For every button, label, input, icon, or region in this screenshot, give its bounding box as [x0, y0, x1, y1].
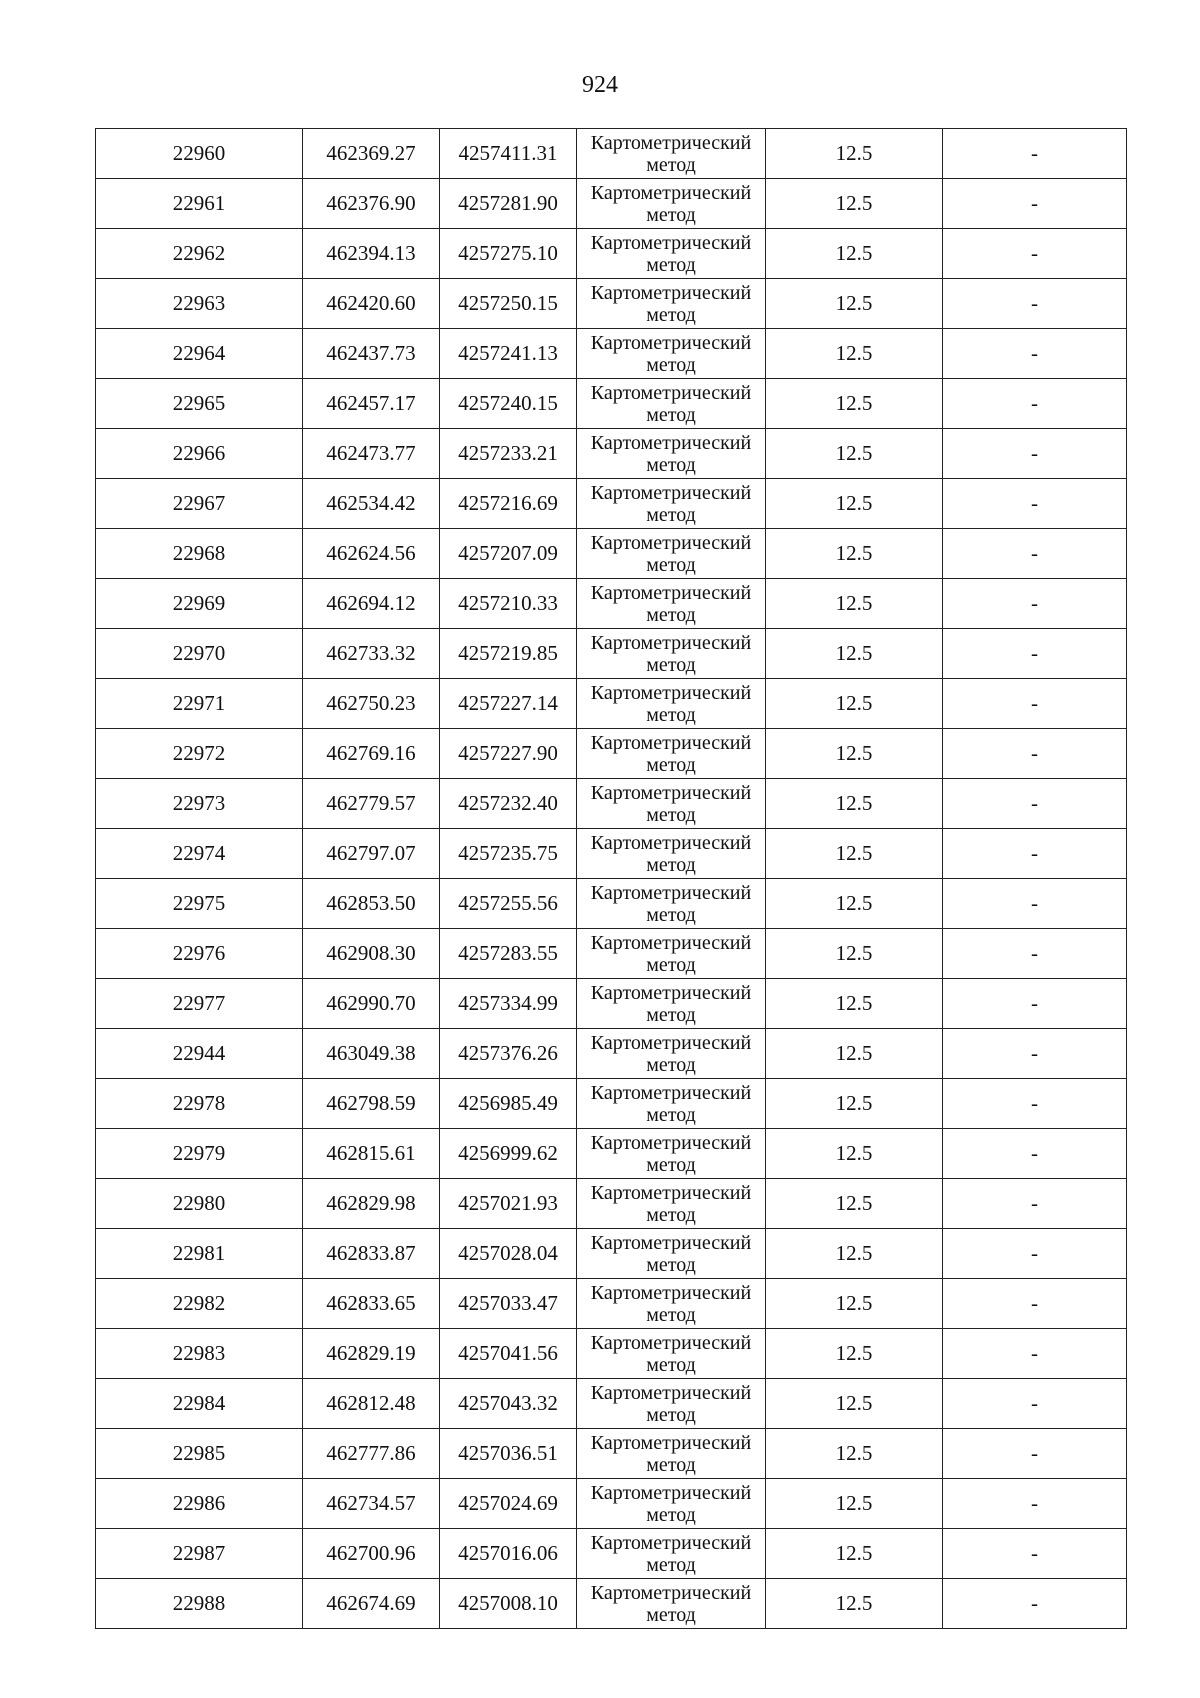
- x-coordinate-cell: 462779.57: [303, 779, 440, 829]
- accuracy-cell: 12.5: [766, 129, 943, 179]
- method-line-2: метод: [646, 454, 696, 476]
- x-coordinate-cell: 462473.77: [303, 429, 440, 479]
- method-line-2: метод: [646, 1204, 696, 1226]
- point-number-cell: 22964: [96, 329, 303, 379]
- x-coordinate-cell: 462733.32: [303, 629, 440, 679]
- point-number-cell: 22986: [96, 1479, 303, 1529]
- note-cell: -: [943, 329, 1127, 379]
- y-coordinate-cell: 4257043.32: [440, 1379, 577, 1429]
- method-line-1: Картометрический: [590, 882, 752, 904]
- x-coordinate-cell: 462833.87: [303, 1229, 440, 1279]
- accuracy-cell: 12.5: [766, 579, 943, 629]
- method-cell: [577, 729, 766, 779]
- y-coordinate-cell: 4257216.69: [440, 479, 577, 529]
- note-cell: -: [943, 929, 1127, 979]
- x-coordinate-cell: 462694.12: [303, 579, 440, 629]
- x-coordinate-cell: 462812.48: [303, 1379, 440, 1429]
- x-coordinate-cell: 462734.57: [303, 1479, 440, 1529]
- method-line-2: метод: [646, 554, 696, 576]
- point-number-cell: 22962: [96, 229, 303, 279]
- note-cell: -: [943, 229, 1127, 279]
- method-cell: [577, 1129, 766, 1179]
- method-line-1: Картометрический: [590, 1082, 752, 1104]
- method-line-1: Картометрический: [590, 582, 752, 604]
- note-cell: -: [943, 1229, 1127, 1279]
- note-cell: -: [943, 829, 1127, 879]
- note-cell: -: [943, 1129, 1127, 1179]
- method-cell: [577, 979, 766, 1029]
- point-number-cell: 22974: [96, 829, 303, 879]
- method-line-1: Картометрический: [590, 632, 752, 654]
- table-row: [96, 1429, 1127, 1479]
- note-cell: -: [943, 579, 1127, 629]
- accuracy-cell: 12.5: [766, 429, 943, 479]
- table-row: [96, 329, 1127, 379]
- point-number-cell: 22965: [96, 379, 303, 429]
- method-cell: [577, 179, 766, 229]
- table-row: [96, 1129, 1127, 1179]
- accuracy-cell: 12.5: [766, 779, 943, 829]
- method-cell: [577, 429, 766, 479]
- x-coordinate-cell: 462990.70: [303, 979, 440, 1029]
- method-line-1: Картометрический: [590, 182, 752, 204]
- accuracy-cell: 12.5: [766, 829, 943, 879]
- accuracy-cell: 12.5: [766, 1179, 943, 1229]
- method-cell: [577, 1179, 766, 1229]
- method-line-1: Картометрический: [590, 1482, 752, 1504]
- method-line-1: Картометрический: [590, 532, 752, 554]
- y-coordinate-cell: 4256985.49: [440, 1079, 577, 1129]
- accuracy-cell: 12.5: [766, 1479, 943, 1529]
- table-row: [96, 179, 1127, 229]
- table-row: [96, 529, 1127, 579]
- method-cell: [577, 929, 766, 979]
- method-cell: [577, 879, 766, 929]
- method-line-2: метод: [646, 1604, 696, 1626]
- note-cell: -: [943, 679, 1127, 729]
- method-line-1: Картометрический: [590, 1382, 752, 1404]
- accuracy-cell: 12.5: [766, 729, 943, 779]
- accuracy-cell: 12.5: [766, 1029, 943, 1079]
- page-number: 924: [582, 72, 618, 98]
- point-number-cell: 22975: [96, 879, 303, 929]
- y-coordinate-cell: 4257250.15: [440, 279, 577, 329]
- method-cell: [577, 1479, 766, 1529]
- table-row: [96, 1479, 1127, 1529]
- point-number-cell: 22970: [96, 629, 303, 679]
- method-cell: [577, 1379, 766, 1429]
- accuracy-cell: 12.5: [766, 1429, 943, 1479]
- method-line-2: метод: [646, 1104, 696, 1126]
- accuracy-cell: 12.5: [766, 1579, 943, 1629]
- method-line-2: метод: [646, 1254, 696, 1276]
- method-line-1: Картометрический: [590, 1582, 752, 1604]
- method-cell: [577, 1229, 766, 1279]
- method-line-2: метод: [646, 704, 696, 726]
- point-number-cell: 22977: [96, 979, 303, 1029]
- y-coordinate-cell: 4257207.09: [440, 529, 577, 579]
- note-cell: -: [943, 729, 1127, 779]
- method-cell: [577, 1429, 766, 1479]
- y-coordinate-cell: 4257036.51: [440, 1429, 577, 1479]
- point-number-cell: 22963: [96, 279, 303, 329]
- x-coordinate-cell: 462369.27: [303, 129, 440, 179]
- method-line-2: метод: [646, 754, 696, 776]
- note-cell: -: [943, 979, 1127, 1029]
- method-cell: [577, 529, 766, 579]
- method-line-2: метод: [646, 504, 696, 526]
- x-coordinate-cell: 462798.59: [303, 1079, 440, 1129]
- accuracy-cell: 12.5: [766, 229, 943, 279]
- method-cell: [577, 329, 766, 379]
- accuracy-cell: 12.5: [766, 979, 943, 1029]
- method-line-1: Картометрический: [590, 432, 752, 454]
- method-line-2: метод: [646, 1154, 696, 1176]
- method-line-1: Картометрический: [590, 1132, 752, 1154]
- table-row: [96, 379, 1127, 429]
- note-cell: -: [943, 1079, 1127, 1129]
- method-line-2: метод: [646, 204, 696, 226]
- method-cell: [577, 1279, 766, 1329]
- point-number-cell: 22960: [96, 129, 303, 179]
- y-coordinate-cell: 4257233.21: [440, 429, 577, 479]
- note-cell: -: [943, 1379, 1127, 1429]
- y-coordinate-cell: 4257016.06: [440, 1529, 577, 1579]
- y-coordinate-cell: 4257219.85: [440, 629, 577, 679]
- y-coordinate-cell: 4257210.33: [440, 579, 577, 629]
- x-coordinate-cell: 462829.98: [303, 1179, 440, 1229]
- method-line-1: Картометрический: [590, 682, 752, 704]
- method-line-2: метод: [646, 654, 696, 676]
- y-coordinate-cell: 4257028.04: [440, 1229, 577, 1279]
- accuracy-cell: 12.5: [766, 329, 943, 379]
- y-coordinate-cell: 4257275.10: [440, 229, 577, 279]
- method-line-2: метод: [646, 254, 696, 276]
- x-coordinate-cell: 462674.69: [303, 1579, 440, 1629]
- x-coordinate-cell: 462833.65: [303, 1279, 440, 1329]
- method-line-2: метод: [646, 954, 696, 976]
- note-cell: -: [943, 129, 1127, 179]
- method-line-1: Картометрический: [590, 1182, 752, 1204]
- x-coordinate-cell: 462624.56: [303, 529, 440, 579]
- table-row: [96, 1379, 1127, 1429]
- method-line-1: Картометрический: [590, 782, 752, 804]
- x-coordinate-cell: 462769.16: [303, 729, 440, 779]
- x-coordinate-cell: 462420.60: [303, 279, 440, 329]
- note-cell: -: [943, 1479, 1127, 1529]
- note-cell: -: [943, 179, 1127, 229]
- x-coordinate-cell: 463049.38: [303, 1029, 440, 1079]
- note-cell: -: [943, 1279, 1127, 1329]
- method-line-1: Картометрический: [590, 132, 752, 154]
- point-number-cell: 22980: [96, 1179, 303, 1229]
- point-number-cell: 22984: [96, 1379, 303, 1429]
- accuracy-cell: 12.5: [766, 1529, 943, 1579]
- accuracy-cell: 12.5: [766, 1379, 943, 1429]
- table-row: [96, 1579, 1127, 1629]
- x-coordinate-cell: 462797.07: [303, 829, 440, 879]
- method-line-2: метод: [646, 354, 696, 376]
- table-row: [96, 1529, 1127, 1579]
- accuracy-cell: 12.5: [766, 279, 943, 329]
- method-line-1: Картометрический: [590, 732, 752, 754]
- method-cell: [577, 829, 766, 879]
- table-row: [96, 979, 1127, 1029]
- x-coordinate-cell: 462750.23: [303, 679, 440, 729]
- note-cell: -: [943, 529, 1127, 579]
- method-line-1: Картометрический: [590, 1032, 752, 1054]
- method-line-2: метод: [646, 1454, 696, 1476]
- note-cell: -: [943, 879, 1127, 929]
- method-cell: [577, 629, 766, 679]
- method-cell: [577, 279, 766, 329]
- point-number-cell: 22978: [96, 1079, 303, 1129]
- x-coordinate-cell: 462700.96: [303, 1529, 440, 1579]
- table-row: [96, 1329, 1127, 1379]
- method-cell: [577, 1329, 766, 1379]
- y-coordinate-cell: 4257033.47: [440, 1279, 577, 1329]
- accuracy-cell: 12.5: [766, 479, 943, 529]
- accuracy-cell: 12.5: [766, 1329, 943, 1379]
- x-coordinate-cell: 462376.90: [303, 179, 440, 229]
- x-coordinate-cell: 462853.50: [303, 879, 440, 929]
- method-line-2: метод: [646, 1354, 696, 1376]
- x-coordinate-cell: 462908.30: [303, 929, 440, 979]
- accuracy-cell: 12.5: [766, 379, 943, 429]
- method-cell: [577, 679, 766, 729]
- y-coordinate-cell: 4257041.56: [440, 1329, 577, 1379]
- x-coordinate-cell: 462437.73: [303, 329, 440, 379]
- accuracy-cell: 12.5: [766, 1229, 943, 1279]
- method-line-2: метод: [646, 904, 696, 926]
- method-cell: [577, 1029, 766, 1079]
- method-line-1: Картометрический: [590, 382, 752, 404]
- accuracy-cell: 12.5: [766, 1279, 943, 1329]
- accuracy-cell: 12.5: [766, 629, 943, 679]
- method-line-1: Картометрический: [590, 282, 752, 304]
- y-coordinate-cell: 4257227.14: [440, 679, 577, 729]
- point-number-cell: 22968: [96, 529, 303, 579]
- method-line-1: Картометрический: [590, 932, 752, 954]
- method-line-1: Картометрический: [590, 1282, 752, 1304]
- note-cell: -: [943, 1029, 1127, 1079]
- point-number-cell: 22988: [96, 1579, 303, 1629]
- method-line-1: Картометрический: [590, 332, 752, 354]
- method-line-1: Картометрический: [590, 1532, 752, 1554]
- method-line-1: Картометрический: [590, 482, 752, 504]
- method-line-1: Картометрический: [590, 1232, 752, 1254]
- y-coordinate-cell: 4257376.26: [440, 1029, 577, 1079]
- y-coordinate-cell: 4257227.90: [440, 729, 577, 779]
- point-number-cell: 22985: [96, 1429, 303, 1479]
- note-cell: -: [943, 379, 1127, 429]
- method-line-2: метод: [646, 1004, 696, 1026]
- x-coordinate-cell: 462457.17: [303, 379, 440, 429]
- accuracy-cell: 12.5: [766, 929, 943, 979]
- method-line-2: метод: [646, 404, 696, 426]
- y-coordinate-cell: 4256999.62: [440, 1129, 577, 1179]
- y-coordinate-cell: 4257235.75: [440, 829, 577, 879]
- accuracy-cell: 12.5: [766, 879, 943, 929]
- accuracy-cell: 12.5: [766, 1129, 943, 1179]
- method-line-1: Картометрический: [590, 1432, 752, 1454]
- point-number-cell: 22983: [96, 1329, 303, 1379]
- y-coordinate-cell: 4257240.15: [440, 379, 577, 429]
- table-row: [96, 1079, 1127, 1129]
- table-row: [96, 279, 1127, 329]
- note-cell: -: [943, 629, 1127, 679]
- y-coordinate-cell: 4257411.31: [440, 129, 577, 179]
- table-row: [96, 629, 1127, 679]
- method-line-2: метод: [646, 1404, 696, 1426]
- note-cell: -: [943, 279, 1127, 329]
- y-coordinate-cell: 4257283.55: [440, 929, 577, 979]
- method-line-2: метод: [646, 804, 696, 826]
- note-cell: -: [943, 1429, 1127, 1479]
- method-cell: [577, 1079, 766, 1129]
- note-cell: -: [943, 1579, 1127, 1629]
- method-line-1: Картометрический: [590, 1332, 752, 1354]
- method-line-2: метод: [646, 304, 696, 326]
- method-line-2: метод: [646, 154, 696, 176]
- table-row: [96, 829, 1127, 879]
- point-number-cell: 22969: [96, 579, 303, 629]
- y-coordinate-cell: 4257024.69: [440, 1479, 577, 1529]
- table-row: [96, 879, 1127, 929]
- method-cell: [577, 379, 766, 429]
- point-number-cell: 22961: [96, 179, 303, 229]
- point-number-cell: 22981: [96, 1229, 303, 1279]
- table-row: [96, 779, 1127, 829]
- table-row: [96, 129, 1127, 179]
- method-cell: [577, 579, 766, 629]
- accuracy-cell: 12.5: [766, 1079, 943, 1129]
- y-coordinate-cell: 4257021.93: [440, 1179, 577, 1229]
- x-coordinate-cell: 462534.42: [303, 479, 440, 529]
- method-line-2: метод: [646, 1554, 696, 1576]
- note-cell: -: [943, 1179, 1127, 1229]
- point-number-cell: 22987: [96, 1529, 303, 1579]
- point-number-cell: 22967: [96, 479, 303, 529]
- x-coordinate-cell: 462829.19: [303, 1329, 440, 1379]
- table-row: [96, 679, 1127, 729]
- note-cell: -: [943, 1529, 1127, 1579]
- method-line-1: Картометрический: [590, 232, 752, 254]
- point-number-cell: 22944: [96, 1029, 303, 1079]
- table-row: [96, 1179, 1127, 1229]
- method-line-2: метод: [646, 1304, 696, 1326]
- method-cell: [577, 779, 766, 829]
- note-cell: -: [943, 429, 1127, 479]
- y-coordinate-cell: 4257281.90: [440, 179, 577, 229]
- method-cell: [577, 129, 766, 179]
- coordinates-table-body: [96, 129, 1127, 1629]
- point-number-cell: 22972: [96, 729, 303, 779]
- x-coordinate-cell: 462394.13: [303, 229, 440, 279]
- accuracy-cell: 12.5: [766, 529, 943, 579]
- method-cell: [577, 1579, 766, 1629]
- method-line-2: метод: [646, 1054, 696, 1076]
- y-coordinate-cell: 4257008.10: [440, 1579, 577, 1629]
- point-number-cell: 22966: [96, 429, 303, 479]
- table-row: [96, 1229, 1127, 1279]
- method-line-1: Картометрический: [590, 832, 752, 854]
- method-line-2: метод: [646, 604, 696, 626]
- method-line-1: Картометрический: [590, 982, 752, 1004]
- x-coordinate-cell: 462815.61: [303, 1129, 440, 1179]
- accuracy-cell: 12.5: [766, 679, 943, 729]
- table-row: [96, 929, 1127, 979]
- table-row: [96, 729, 1127, 779]
- table-row: [96, 1279, 1127, 1329]
- point-number-cell: 22973: [96, 779, 303, 829]
- point-number-cell: 22982: [96, 1279, 303, 1329]
- coordinates-table: [95, 128, 1127, 1629]
- table-row: [96, 579, 1127, 629]
- y-coordinate-cell: 4257255.56: [440, 879, 577, 929]
- accuracy-cell: 12.5: [766, 179, 943, 229]
- x-coordinate-cell: 462777.86: [303, 1429, 440, 1479]
- table-row: [96, 1029, 1127, 1079]
- method-line-2: метод: [646, 854, 696, 876]
- note-cell: -: [943, 479, 1127, 529]
- table-row: [96, 229, 1127, 279]
- method-line-2: метод: [646, 1504, 696, 1526]
- method-cell: [577, 229, 766, 279]
- note-cell: -: [943, 779, 1127, 829]
- point-number-cell: 22971: [96, 679, 303, 729]
- note-cell: -: [943, 1329, 1127, 1379]
- point-number-cell: 22976: [96, 929, 303, 979]
- method-cell: [577, 479, 766, 529]
- y-coordinate-cell: 4257232.40: [440, 779, 577, 829]
- point-number-cell: 22979: [96, 1129, 303, 1179]
- table-row: [96, 429, 1127, 479]
- y-coordinate-cell: 4257241.13: [440, 329, 577, 379]
- table-row: [96, 479, 1127, 529]
- y-coordinate-cell: 4257334.99: [440, 979, 577, 1029]
- method-cell: [577, 1529, 766, 1579]
